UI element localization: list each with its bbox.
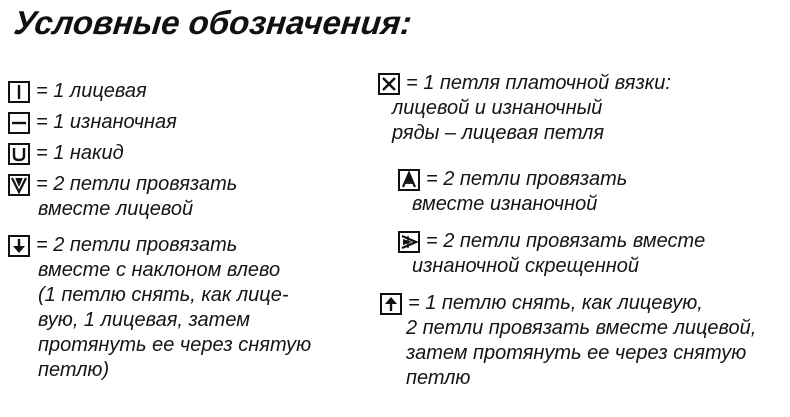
- legend-text: вместе с наклоном влево: [38, 259, 281, 281]
- purl-two-together-icon: [398, 169, 420, 191]
- legend-text: петлю): [38, 359, 110, 381]
- legend-entry-knit: [8, 79, 147, 104]
- garter-stitch-icon: [378, 73, 400, 95]
- legend-entry-ssk: [8, 233, 311, 383]
- knit-stitch-icon: [8, 81, 30, 103]
- legend-text: = 1 петлю снять, как лицевую,: [408, 292, 703, 314]
- legend-text: = 2 петли провязать: [36, 173, 238, 195]
- legend-text: петлю: [406, 367, 471, 389]
- legend-text: = 1 накид: [36, 142, 124, 164]
- legend-text: 2 петли провязать вместе лицевой,: [406, 317, 757, 339]
- knit-two-together-icon: [8, 174, 30, 196]
- legend-text: изнаночной скрещенной: [412, 255, 640, 277]
- purl-two-together-crossed-icon: [398, 231, 420, 253]
- legend-text: = 2 петли провязать: [36, 234, 238, 256]
- legend-text: лицевой и изнаночный: [392, 97, 603, 119]
- legend-text: = 1 изнаночная: [36, 111, 177, 133]
- legend-entry-p2tog-tbl: [398, 229, 705, 279]
- legend-text: = 1 петля платочной вязки:: [406, 72, 671, 94]
- purl-stitch-icon: [8, 112, 30, 134]
- legend-text: = 1 лицевая: [36, 80, 147, 102]
- legend-entry-purl: [8, 110, 177, 135]
- legend-entry-sk2p: [380, 291, 756, 391]
- legend-title: Условные обозначения:: [12, 4, 414, 41]
- legend-entry-p2tog: [398, 167, 627, 217]
- legend-text: (1 петлю снять, как лице-: [38, 284, 289, 306]
- legend-text: = 2 петли провязать вместе: [426, 230, 706, 252]
- legend-text: затем протянуть ее через снятую: [406, 342, 747, 364]
- legend-entry-yarn-over: [8, 141, 124, 166]
- legend-text: протянуть ее через снятую: [38, 334, 312, 356]
- legend-text: = 2 петли провязать: [426, 168, 628, 190]
- left-slant-decrease-icon: [8, 235, 30, 257]
- legend-text: вместе лицевой: [38, 198, 194, 220]
- double-decrease-icon: [380, 293, 402, 315]
- legend-text: вую, 1 лицевая, затем: [38, 309, 250, 331]
- legend-entry-k2tog: [8, 172, 237, 222]
- legend-entry-garter: [378, 71, 671, 146]
- legend-text: ряды – лицевая петля: [392, 122, 605, 144]
- yarn-over-icon: [8, 143, 30, 165]
- legend-text: вместе изнаночной: [412, 193, 598, 215]
